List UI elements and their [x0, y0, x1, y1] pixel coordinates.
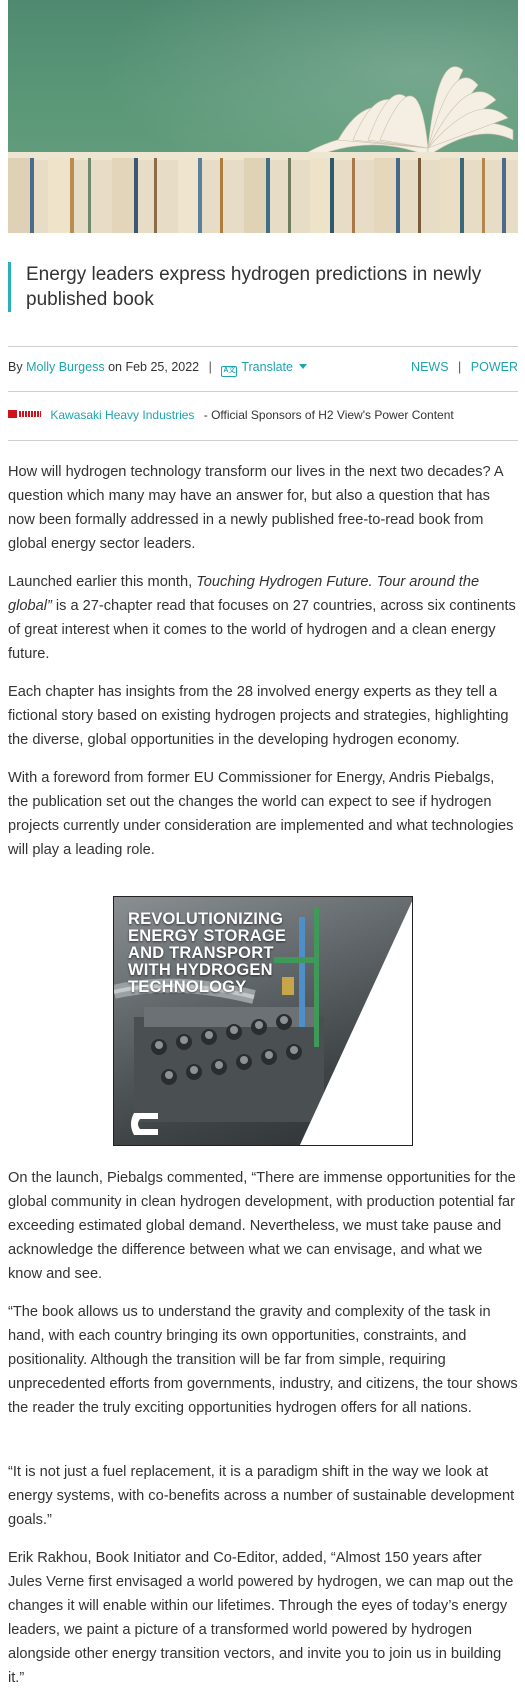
sponsor-link[interactable]: Kawasaki Heavy Industries [50, 408, 195, 422]
category-news[interactable]: NEWS [411, 360, 449, 374]
paragraph-2 [8, 570, 518, 666]
paragraph-6: “The book allows us to understand the gravity and complexity of the task in hand, with each country bringing its own opportunities, constraints, and positionality. Although the transition will be far from simple, requiring unprecedented efforts from governments, industry, and citizens, the tour shows the reader the truly exciting opportunities hydrogen offers for all nations. [8, 1304, 518, 1416]
article-headline [8, 262, 518, 312]
sponsor-bar [8, 405, 518, 425]
book-spines [8, 152, 518, 233]
byline-separator: | [208, 360, 212, 374]
paragraph-8: Erik Rakhou, Book Initiator and Co-Editor, added, “Almost 150 years after Jules Verne first envisaged a world powered by hydrogen, we can map out the changes it will enable within our lifetimes. Through the eyes of today’s energy leaders, we paint a picture of a transformed world powered by hydrogen alongside other energy transition vectors, and invite you to join us in building it.” [8, 1550, 514, 1686]
hero-image [8, 0, 518, 233]
paragraph-5: On the launch, Piebalgs commented, “There are immense opportunities for the global community in clean hydrogen development, with production potential far exceeding estimated global demand. Nevertheless, we must take pause and acknowledge the difference between what we can envisage, and what we know and see. [8, 1170, 516, 1282]
paragraph-7: “It is not just a fuel replacement, it is a paradigm shift in the way we look at energy systems, with co-benefits across a number of sustainable development goals.” [8, 1464, 515, 1528]
paragraph-3: Each chapter has insights from the 28 involved energy experts as they tell a fictional story based on existing hydrogen projects and strategies, highlighting the diverse, global opportunities in the developing hydrogen economy. [8, 684, 509, 748]
divider [8, 391, 518, 392]
paragraph-2-suffix: is a 27-chapter read that focuses on 27 countries, across six continents of great interest when it comes to the world of hydrogen and a clean energy future. [8, 598, 516, 662]
open-book [308, 67, 513, 160]
author-link[interactable]: Molly Burgess [26, 360, 105, 374]
kawasaki-logo[interactable] [8, 410, 41, 418]
byline [8, 357, 518, 377]
sponsor-text: - Official Sponsors of H2 View's Power Content [203, 408, 454, 422]
category-links [411, 357, 518, 377]
paragraph-1: How will hydrogen technology transform our lives in the next two decades? A question which many may have an answer for, but also a question that has now been formally addressed in a newly published free-to-read book from global energy sector leaders. [8, 464, 503, 552]
translate-icon: A文 [221, 366, 237, 377]
advertisement[interactable] [113, 896, 413, 1146]
chevron-down-icon [299, 364, 307, 369]
publish-date: Feb 25, 2022 [125, 360, 200, 374]
books-illustration [8, 0, 518, 233]
article-title: Energy leaders express hydrogen predictions in newly published book [26, 264, 482, 310]
divider [8, 440, 518, 441]
translate-dropdown[interactable] [221, 360, 307, 374]
divider [8, 346, 518, 347]
cummins-logo [126, 1109, 166, 1139]
category-separator: | [458, 360, 462, 374]
date-prefix: on [108, 360, 122, 374]
category-power[interactable]: POWER [470, 360, 518, 374]
ad-headline: REVOLUTIONIZING ENERGY STORAGE AND TRANSPORT WITH HYDROGEN TECHNOLOGY [128, 910, 287, 996]
byline-prefix: By [8, 360, 23, 374]
paragraph-4: With a foreword from former EU Commissioner for Energy, Andris Piebalgs, the publication set out the changes the world can expect to see if hydrogen projects currently under consideration are implemented and what technologies will play a leading role. [8, 770, 514, 858]
book-title: Touching Hydrogen Future. Tour around the global” [8, 574, 480, 614]
translate-label: Translate [241, 360, 293, 374]
paragraph-2-prefix: Launched earlier this month, [8, 574, 197, 590]
